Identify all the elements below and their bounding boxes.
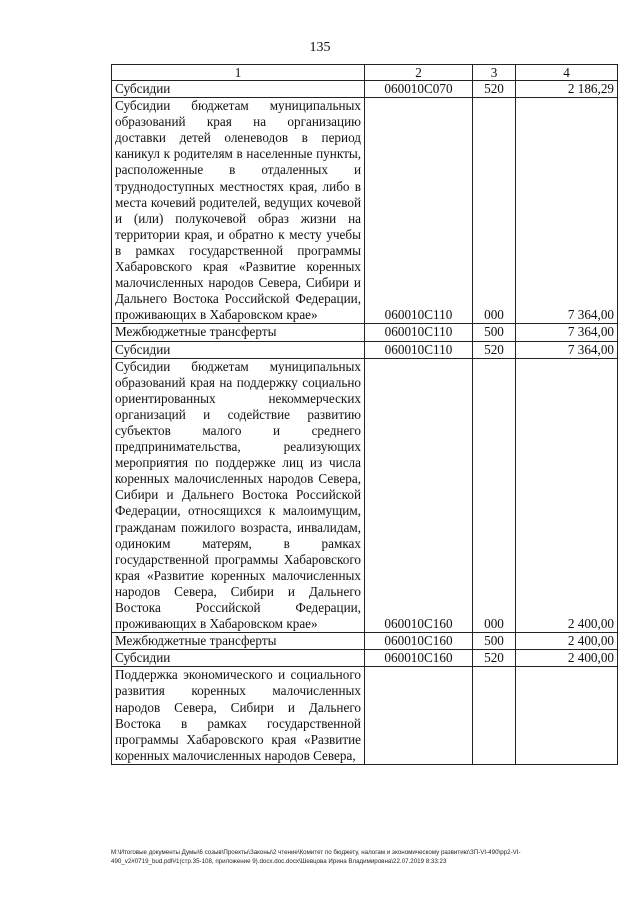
header-col-1: 1 [112,65,365,81]
document-path-footer [111,849,616,866]
row-amount: 2 186,29 [516,81,618,98]
header-col-2: 2 [365,65,473,81]
row-type [473,667,516,765]
row-name: Субсидии [112,341,365,358]
table-row [112,667,618,765]
budget-table [111,64,618,765]
table-row [112,98,618,324]
header-col-4: 4 [516,65,618,81]
row-amount [516,667,618,765]
row-amount: 2 400,00 [516,650,618,667]
row-amount: 7 364,00 [516,324,618,341]
footer-line-1: М:\Итоговые документы Думы\6 созыв\Проекты\Законы\2 чтение\Комитет по бюджету, налогам и экономическому развитию\ЗП-VI-490\рр2-VI- [111,849,521,856]
row-name: Межбюджетные трансферты [112,633,365,650]
row-type: 520 [473,650,516,667]
row-name: Субсидии бюджетам муниципальных образований края на поддержку социально ориентированных некоммерческих организаций и содействие развитию субъектов малого и среднего предпринимательства, реализующих мероприятия по поддержке лиц из числа коренных малочисленных народов Севера, Сибири и Дальнего Востока Российской Федерации, относящихся к малоимущим, гражданам пожилого возраста, инвалидам, одиноким матерям, в рамках государственной программы Хабаровского края «Развитие коренных малочисленных народов Севера, Сибири и Дальнего Востока Российской Федерации, проживающих в Хабаровском крае» [112,358,365,633]
row-code: 060010С110 [365,341,473,358]
row-amount: 7 364,00 [516,98,618,324]
row-name: Межбюджетные трансферты [112,324,365,341]
row-name: Субсидии [112,650,365,667]
row-type: 500 [473,324,516,341]
row-name: Субсидии [112,81,365,98]
row-type: 500 [473,633,516,650]
row-type: 000 [473,358,516,633]
table-row [112,650,618,667]
row-code: 060010С160 [365,633,473,650]
row-amount: 7 364,00 [516,341,618,358]
table-row [112,341,618,358]
row-type: 520 [473,341,516,358]
row-amount: 2 400,00 [516,633,618,650]
row-name: Поддержка экономического и социального развития коренных малочисленных народов Севера, Сибири и Дальнего Востока в рамках государственной программы Хабаровского края «Развитие коренных малочисленных народов Севера, [112,667,365,765]
table-row [112,324,618,341]
row-code: 060010С070 [365,81,473,98]
table-header-row [112,65,618,81]
table-row [112,633,618,650]
footer-line-2: 490_v2#0719_bud.pdf#1(стр.35-108, приложение 9).docx.doc.docx\Шевцова Ирина Владимировна\22.07.2019 8:33:23 [111,857,447,865]
table-row [112,81,618,98]
row-type: 520 [473,81,516,98]
row-code: 060010С110 [365,324,473,341]
table-row [112,358,618,633]
page-number: 135 [309,40,331,55]
header-col-3: 3 [473,65,516,81]
row-type: 000 [473,98,516,324]
row-code: 060010С110 [365,98,473,324]
row-code [365,667,473,765]
row-amount: 2 400,00 [516,358,618,633]
row-code: 060010С160 [365,358,473,633]
row-code: 060010С160 [365,650,473,667]
row-name: Субсидии бюджетам муниципальных образований края на организацию доставки детей оленеводов в период каникул к родителям в населенные пункты, расположенные в отдаленных и труднодоступных местностях края, либо в места кочевий родителей, ведущих кочевой и (или) полукочевой образ жизни на территории края, и обратно к месту учебы в рамках государственной программы Хабаровского края «Развитие коренных малочисленных народов Севера, Сибири и Дальнего Востока Российской Федерации, проживающих в Хабаровском крае» [112,98,365,324]
